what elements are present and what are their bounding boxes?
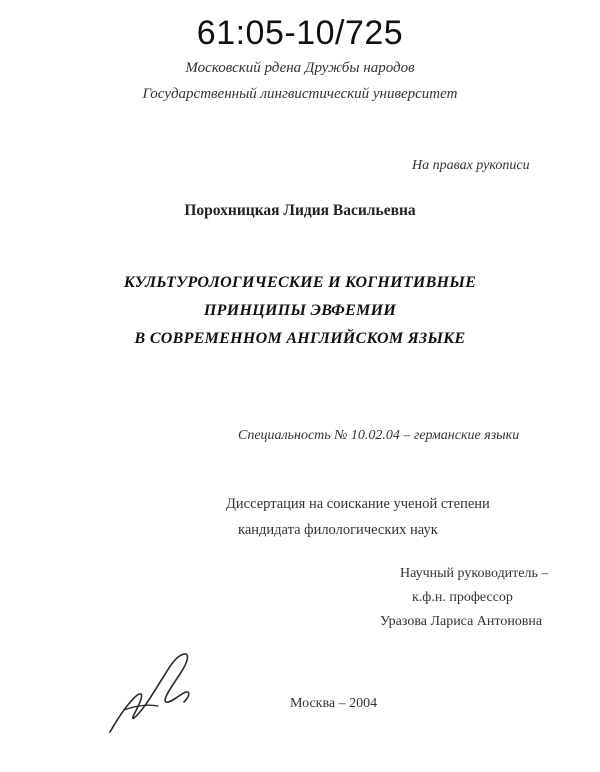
- handwritten-signature: [104, 648, 204, 738]
- institution-line-1: Московский рдена Дружбы народов: [185, 60, 415, 76]
- dissertation-line-1: Диссертация на соискание ученой степени: [226, 496, 490, 512]
- institution-line-2: Государственный лингвистический университет: [142, 86, 458, 102]
- supervisor-line-3: Уразова Лариса Антоновна: [380, 614, 543, 629]
- title-line-2: ПРИНЦИПЫ ЭВФЕМИИ: [203, 302, 397, 319]
- title-line-3: В СОВРЕМЕННОМ АНГЛИЙСКОМ ЯЗЫКЕ: [134, 330, 466, 347]
- supervisor-line-1: Научный руководитель –: [400, 566, 549, 581]
- rights-note: На правах рукописи: [412, 158, 530, 173]
- author-name: Порохницкая Лидия Васильевна: [184, 202, 416, 219]
- city-year: Москва – 2004: [290, 696, 378, 711]
- dissertation-line-2: кандидата филологических наук: [238, 522, 438, 538]
- document-code: 61:05-10/725: [196, 14, 404, 52]
- supervisor-line-2: к.ф.н. профессор: [412, 590, 513, 605]
- specialty: Специальность № 10.02.04 – германские языки: [238, 428, 520, 443]
- title-line-1: КУЛЬТУРОЛОГИЧЕСКИЕ И КОГНИТИВНЫЕ: [123, 274, 477, 291]
